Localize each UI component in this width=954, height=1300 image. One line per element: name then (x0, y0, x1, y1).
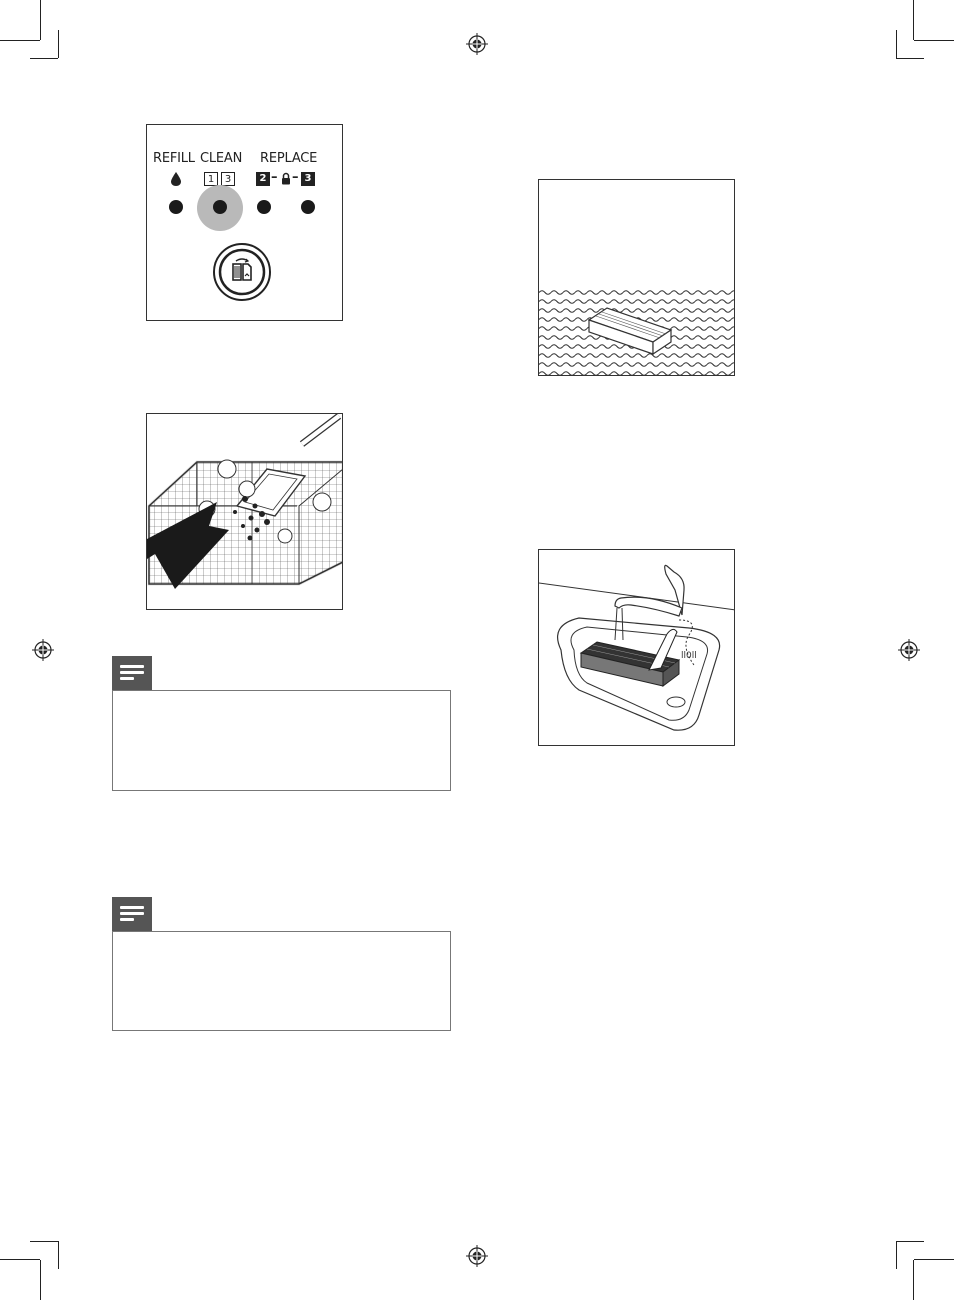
filter-reset-button-icon (212, 242, 272, 302)
refill-label: REFILL (153, 151, 195, 166)
clean-light (213, 200, 227, 214)
crop-mark (0, 1259, 40, 1260)
filter-rinse-illustration (539, 550, 735, 746)
clean-level-3-indicator: 3 (221, 172, 235, 186)
crop-mark (58, 1241, 59, 1269)
refill-light (169, 200, 183, 214)
note-tab (112, 897, 152, 931)
filter-rinse-figure (538, 549, 735, 746)
crop-mark (914, 40, 954, 41)
vacuum-prefilter-figure (146, 413, 343, 610)
crop-mark (30, 58, 58, 59)
registration-mark-icon (466, 1245, 488, 1267)
replace-light (301, 200, 315, 214)
filter-soak-illustration (539, 180, 735, 376)
crop-mark (896, 58, 924, 59)
crop-mark (913, 0, 914, 40)
filter-soak-figure (538, 179, 735, 376)
clean-label: CLEAN (200, 151, 243, 166)
water-drop-icon (170, 171, 182, 187)
replace-level-2-indicator: 2 (256, 172, 270, 186)
replace-separator: – (292, 170, 299, 185)
crop-mark (896, 30, 897, 58)
crop-mark (914, 1259, 954, 1260)
replace-label: REPLACE (260, 151, 318, 166)
crop-mark (58, 30, 59, 58)
vacuum-prefilter-illustration (147, 414, 343, 610)
crop-mark (896, 1241, 897, 1269)
note-box (112, 690, 451, 791)
crop-mark (30, 1241, 58, 1242)
crop-mark (896, 1241, 924, 1242)
control-panel-figure (146, 124, 343, 321)
registration-mark-icon (32, 639, 54, 661)
crop-mark (913, 1260, 914, 1300)
registration-mark-icon (466, 33, 488, 55)
crop-mark (40, 1260, 41, 1300)
crop-mark (40, 0, 41, 40)
lock-icon (281, 172, 291, 185)
replace-separator: – (271, 170, 278, 185)
note-box (112, 931, 451, 1031)
crop-mark (0, 40, 40, 41)
clean-level-1-indicator: 1 (204, 172, 218, 186)
note-tab (112, 656, 152, 690)
replace-light (257, 200, 271, 214)
replace-level-3-indicator: 3 (301, 172, 315, 186)
faucet-marks: ll0ll (681, 651, 697, 661)
registration-mark-icon (898, 639, 920, 661)
